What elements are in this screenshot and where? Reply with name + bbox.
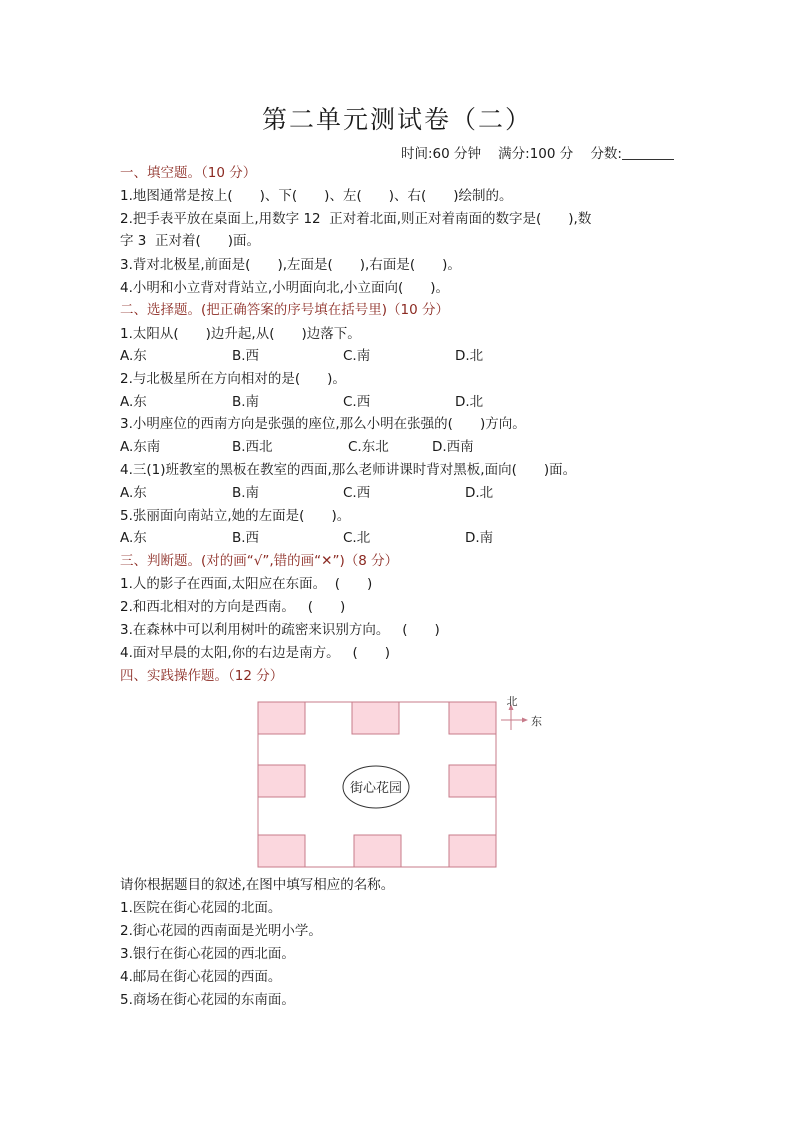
section-2-heading: 二、选择题。(把正确答案的序号填在括号里)（10 分） [120,302,450,318]
s1-question-1: 1.地图通常是按上( )、下( )、左( )、右( )绘制的。 [120,188,513,204]
s2-q4-option-d: D.北 [465,485,494,501]
box-northeast[interactable] [449,702,496,734]
s3-question-1: 1.人的影子在西面,太阳应在东面。 ( ) [120,576,373,592]
s2-question-1: 1.太阳从( )边升起,从( )边落下。 [120,326,361,342]
s4-item-5: 5.商场在街心花园的东南面。 [120,992,295,1008]
s4-item-2: 2.街心花园的西南面是光明小学。 [120,923,322,939]
score-label: 分数: [590,146,622,162]
compass-north-label: 北 [506,695,518,708]
s4-item-1: 1.医院在街心花园的北面。 [120,900,282,916]
s2-q3-option-a: A.东南 [120,439,161,455]
street-garden-map [250,690,550,875]
s2-q1-option-a: A.东 [120,348,147,364]
box-southwest[interactable] [258,835,305,867]
s2-q2-option-a: A.东 [120,394,147,410]
box-north[interactable] [352,702,399,734]
s2-q2-option-b: B.南 [232,394,260,410]
section-4-heading: 四、实践操作题。（12 分） [120,668,284,684]
s4-intro: 请你根据题目的叙述,在图中填写相应的名称。 [120,877,395,893]
s1-question-2-line2: 字 3 正对着( )面。 [120,233,260,249]
s3-question-2: 2.和西北相对的方向是西南。 ( ) [120,599,346,615]
s3-question-3: 3.在森林中可以利用树叶的疏密来识别方向。 ( ) [120,622,440,638]
exam-meta [401,142,674,162]
s2-q5-option-d: D.南 [465,530,494,546]
section-1-heading: 一、填空题。（10 分） [120,165,257,181]
compass-east-label: 东 [531,715,542,728]
score-blank[interactable] [622,145,674,160]
s2-q5-option-a: A.东 [120,530,147,546]
s1-question-4: 4.小明和小立背对背站立,小明面向北,小立面向( )。 [120,280,449,296]
s2-q3-option-b: B.西北 [232,439,273,455]
s4-item-4: 4.邮局在街心花园的西面。 [120,969,282,985]
s2-q1-option-b: B.西 [232,348,260,364]
s3-question-4: 4.面对早晨的太阳,你的右边是南方。 ( ) [120,645,391,661]
section-3-heading: 三、判断题。(对的画“√”,错的画“✕”)（8 分） [120,553,399,569]
box-east[interactable] [449,765,496,797]
s2-q4-option-c: C.西 [343,485,371,501]
s1-question-2-line1: 2.把手表平放在桌面上,用数字 12 正对着北面,则正对着南面的数字是( ),数 [120,211,592,227]
full-score: 满分:100 分 [498,146,574,162]
s2-q3-option-c: C.东北 [348,439,389,455]
s2-q2-option-d: D.北 [455,394,484,410]
s2-question-3: 3.小明座位的西南方向是张强的座位,那么小明在张强的( )方向。 [120,416,526,432]
time-limit: 时间:60 分钟 [400,146,481,162]
s2-q4-option-b: B.南 [232,485,260,501]
s2-q5-option-c: C.北 [343,530,371,546]
box-northwest[interactable] [258,702,305,734]
box-south[interactable] [354,835,401,867]
s2-question-5: 5.张丽面向南站立,她的左面是( )。 [120,508,351,524]
box-southeast[interactable] [449,835,496,867]
s2-q4-option-a: A.东 [120,485,147,501]
garden-label: 街心花园 [349,781,403,796]
s2-question-4: 4.三(1)班教室的黑板在教室的西面,那么老师讲课时背对黑板,面向( )面。 [120,462,577,478]
s2-q1-option-d: D.北 [455,348,484,364]
s2-question-2: 2.与北极星所在方向相对的是( )。 [120,371,346,387]
page-title: 第二单元测试卷（二） [261,105,532,134]
s2-q2-option-c: C.西 [343,394,371,410]
box-west[interactable] [258,765,305,797]
s4-item-3: 3.银行在街心花园的西北面。 [120,946,295,962]
s1-question-3: 3.背对北极星,前面是( ),左面是( ),右面是( )。 [120,257,461,273]
s2-q5-option-b: B.西 [232,530,260,546]
s2-q1-option-c: C.南 [343,348,371,364]
s2-q3-option-d: D.西南 [432,439,474,455]
